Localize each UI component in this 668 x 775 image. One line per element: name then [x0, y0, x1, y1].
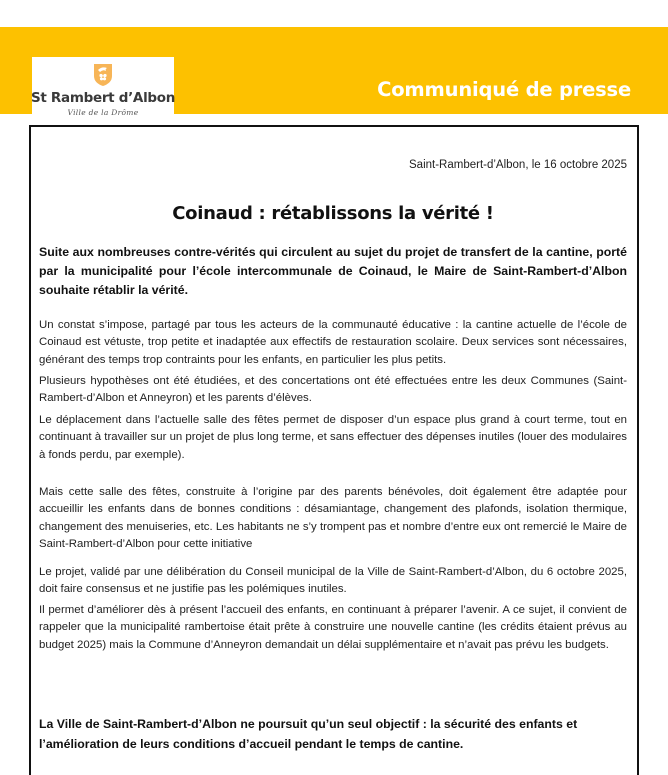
logo-subtitle: Ville de la Drôme: [67, 108, 139, 117]
header-banner: [0, 27, 668, 117]
paragraph: Il permet d’améliorer dès à présent l’accueil des enfants, en continuant à préparer l’avenir. A ce sujet, il convient de rappeler que la municipalité rambertoise était prête à construire une nouvelle cantine (les crédits étaient prévus au budget 2025) mais la Commune d’Anneyron demandait un délai supplémentaire et n’avait pas prévu les budgets.: [39, 604, 627, 651]
paragraph: Plusieurs hypothèses ont été étudiées, et des concertations ont été effectuées entre les deux Communes (Saint-Rambert-d’Albon et Anneyron) et les parents d’élèves.: [39, 375, 627, 405]
paragraph: Un constat s’impose, partagé par tous les acteurs de la communauté éducative : la cantine actuelle de l’école de Coinaud est vétuste, trop petite et inadaptée aux effectifs de restauration scolaire. Deux services sont nécessaires, générant des temps trop contraints pour les enfants, en particulier les plus petits.: [39, 319, 627, 366]
paragraph: Le projet, validé par une délibération du Conseil municipal de la Ville de Saint-Rambert-d’Albon, du 6 octobre 2025, doit faire consensus et ne justifie pas les polémiques inutiles.: [39, 566, 627, 596]
document-frame: [29, 125, 639, 775]
date-line: Saint-Rambert-d’Albon, le 16 octobre 2025: [409, 159, 627, 171]
press-release-title: Communiqué de presse: [377, 78, 631, 101]
logo-town-name: St Rambert d’Albon: [30, 90, 176, 106]
closing-statement: La Ville de Saint-Rambert-d’Albon ne poursuit qu’un seul objectif : la sécurité des enfants et l’amélioration de leurs conditions d’accueil pendant le temps de cantine.: [39, 717, 578, 751]
document-title: Coinaud : rétablissons la vérité !: [172, 203, 494, 224]
paragraph: Le déplacement dans l’actuelle salle des fêtes permet de disposer d’un espace plus grand à court terme, tout en continuant à travailler sur un projet de plus long terme, et sans effectuer des dépenses inutiles (louer des modulaires à fonds perdu, par exemple).: [39, 414, 627, 461]
dolphin-flower-crest-icon: [93, 63, 113, 87]
lead-paragraph: Suite aux nombreuses contre-vérités qui circulent au sujet du projet de transfert de la cantine, porté par la municipalité pour l’école intercommunale de Coinaud, le Maire de Saint-Rambert-d’Albon souhaite rétablir la vérité.: [39, 245, 627, 297]
paragraph: Mais cette salle des fêtes, construite à l’origine par des parents bénévoles, doit également être adaptée pour accueillir les enfants dans de bonnes conditions : désamiantage, changement des plafonds, isolation thermique, changement des menuiseries, etc. Les habitants ne s’y trompent pas et nombre d’entre eux ont remercié le Maire de Saint-Rambert-d’Albon pour cette initiative: [39, 486, 627, 550]
